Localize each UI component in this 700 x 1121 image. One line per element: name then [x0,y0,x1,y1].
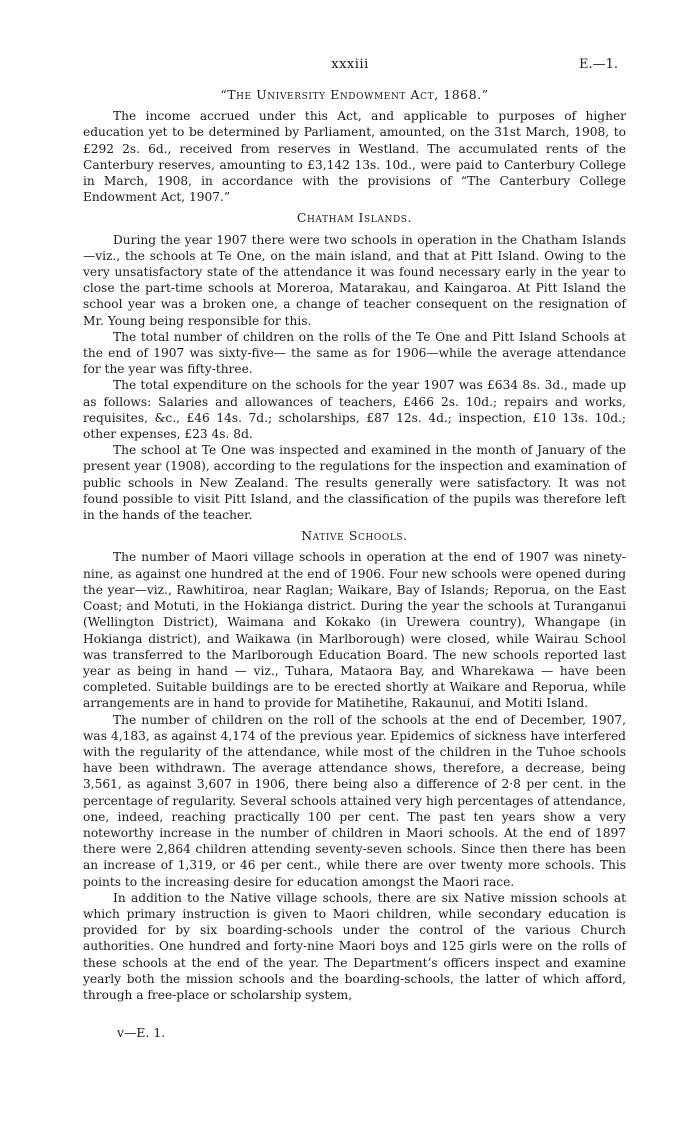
signature-mark: v—E. 1. [117,1025,166,1040]
section-heading: Native Schools. [301,528,408,544]
paragraph: During the year 1907 there were two schools in operation in the Chatham Islands—viz., the schools at Te One, on the main island, and that at Pitt Island. Owing to the very unsatisfactory state of the attendance it was found necessary early in the year to close the part-time schools at Moreroa, Matarakau, and Kaingaroa. At Pitt Island the school year was a broken one, a change of teacher consequent on the resignation of Mr. Young being responsible for this. [83,232,626,328]
paragraph: The school at Te One was inspected and examined in the month of January of the present year (1908), according to the regulations for the inspection and examination of public schools in New Zealand. The results generally were satisfactory. It was not found possible to visit Pitt Island, and the classification of the pupils was therefore left in the hands of the teacher. [83,443,626,523]
section-heading: “The University Endowment Act, 1868.” [220,87,489,102]
document-code: E.—1. [578,57,618,72]
section-heading: Chatham Islands. [296,210,413,226]
paragraph: The number of children on the roll of the schools at the end of December, 1907, was 4,183, as against 4,174 of the previous year. Epidemics of sickness have interfered with the regularity of the attendance, while most of the children in the Tuhoe schools have been withdrawn. The average attendance shows, therefore, a decrease, being 3,561, as against 3,607 in 1906, there being also a difference of 2·8 per cent. in the percentage of regularity. Several schools attained very high percentages of attendance, one, indeed, reaching practically 100 per cent. The past ten years show a very noteworthy increase in the number of children in Maori schools. At the end of 1897 there were 2,864 children attending seventy-seven schools. Since then there has been an increase of 1,319, or 46 per cent., while there are over twenty more schools. This points to the increasing desire for education amongst the Maori race. [83,712,626,889]
page-number: xxxiii [331,57,369,72]
paragraph: The total number of children on the rolls of the Te One and Pitt Island Schools at the end of 1907 was sixty-five— the same as for 1906—while the average attendance for the year was fifty-three. [83,329,626,377]
section-native-schools [83,528,626,1003]
page-body [83,82,626,1003]
paragraph: The total expenditure on the schools for the year 1907 was £634 8s. 3d., made up as follows: Salaries and allowances of teachers, £466 2s. 10d.; repairs and works, requisites, &c., £46 14s. 7d.; scholarships, £87 12s. 4d.; inspection, £10 13s. 10d.; other expenses, £23 4s. 8d. [83,378,626,442]
section-university-endowment-act [83,87,626,205]
paragraph: The number of Maori village schools in operation at the end of 1907 was ninety-nine, as against one hundred at the end of 1906. Four new schools were opened during the year—viz., Rawhitiroa, near Raglan; Waikare, Bay of Islands; Reporua, on the East Coast; and Motuti, in the Hokianga district. During the year the schools at Turanganui (Wellington District), Waimana and Kokako (in Urewera country), Whangape (in Hokianga district), and Waikawa (in Marlborough) were closed, while Wairau School was transferred to the Marlborough Education Board. The new schools reported last year as being in hand — viz., Tuhara, Mataora Bay, and Wharekawa — have been completed. Suitable buildings are to be erected shortly at Waikare and Reporua, while arrangements are in hand to provide for Matihetihe, Rakaunui, and Motiti Island. [83,550,626,711]
section-chatham-islands [83,210,626,523]
paragraph: The income accrued under this Act, and applicable to purposes of higher education yet to be determined by Parliament, amounted, on the 31st March, 1908, to £292 2s. 6d., received from reserves in Westland. The accumulated rents of the Canterbury reserves, amounting to £3,142 13s. 10d., were paid to Canterbury College in March, 1908, in accordance with the provisions of “The Canterbury College Endowment Act, 1907.” [83,109,626,205]
paragraph: In addition to the Native village schools, there are six Native mission schools at which primary instruction is given to Maori children, while secondary education is provided for by six boarding-schools under the control of the various Church authorities. One hundred and forty-nine Maori boys and 125 girls were on the rolls of these schools at the end of the year. The Department’s officers inspect and examine yearly both the mission schools and the boarding-schools, the latter of which afford, through a free-place or scholarship system, [83,890,626,1002]
